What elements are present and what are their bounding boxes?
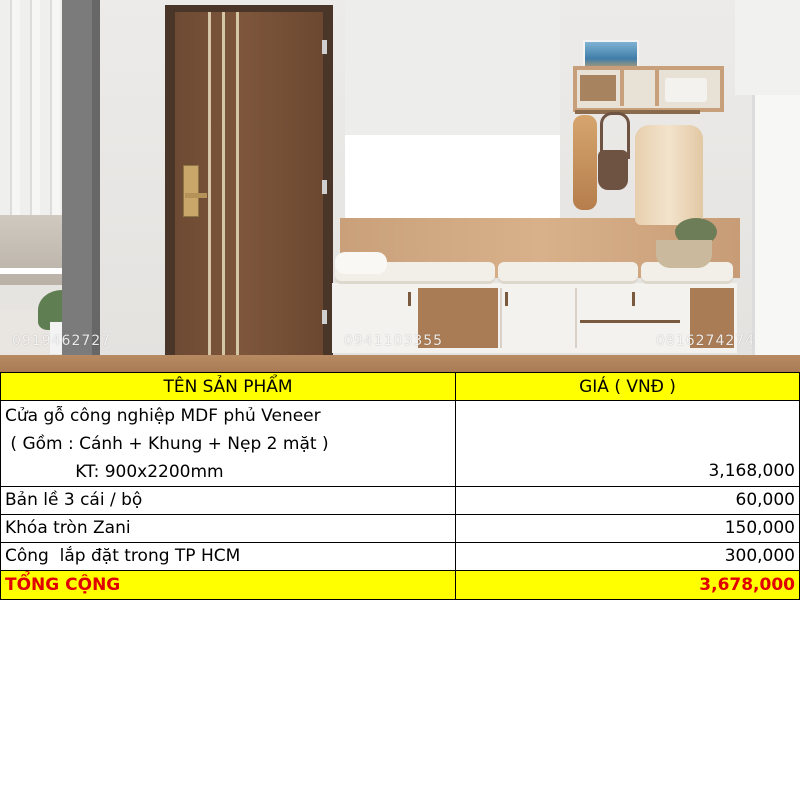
scarf bbox=[573, 115, 597, 210]
item-price: 60,000 bbox=[735, 490, 795, 510]
wall bbox=[735, 0, 800, 95]
item-name-line: KT: 900x2200mm bbox=[5, 462, 224, 482]
item-name-line: Cửa gỗ công nghiệp MDF phủ Veneer bbox=[5, 406, 321, 426]
total-row bbox=[0, 571, 800, 600]
item-name: Khóa tròn Zani bbox=[1, 515, 456, 542]
smart-lock bbox=[183, 165, 199, 217]
door-hinge bbox=[322, 310, 327, 324]
item-name: Công lắp đặt trong TP HCM bbox=[1, 543, 456, 570]
pillar-shade bbox=[92, 0, 100, 360]
door-handle bbox=[185, 193, 207, 198]
total-price: 3,678,000 bbox=[699, 575, 795, 595]
cardigan bbox=[635, 125, 703, 225]
pillow bbox=[335, 252, 387, 274]
door-hinge bbox=[322, 180, 327, 194]
header-product: TÊN SẢN PHẨM bbox=[1, 373, 456, 400]
table-row bbox=[0, 401, 800, 487]
item-price bbox=[456, 401, 799, 486]
phone-watermark: 0941103355 bbox=[344, 333, 444, 349]
header-price: GIÁ ( VNĐ ) bbox=[579, 377, 676, 397]
phone-watermark: 0919462727 bbox=[12, 333, 112, 349]
door-groove bbox=[222, 12, 225, 357]
cabinet-pull bbox=[505, 292, 508, 306]
folded-towels bbox=[665, 78, 707, 102]
item-name: Bản lề 3 cái / bộ bbox=[1, 487, 456, 514]
item-price: 300,000 bbox=[724, 546, 795, 566]
total-label: TỔNG CỘNG bbox=[1, 571, 456, 599]
product-photo bbox=[0, 0, 800, 372]
item-price: 150,000 bbox=[724, 518, 795, 538]
cabinet-pull bbox=[580, 320, 680, 323]
wicker-basket bbox=[656, 240, 712, 268]
door-hinge bbox=[322, 40, 327, 54]
cabinet-pull bbox=[632, 292, 635, 306]
seat-cushion bbox=[498, 262, 638, 284]
shelf-divider bbox=[655, 70, 659, 106]
roller-blind bbox=[345, 0, 560, 135]
price-table bbox=[0, 372, 800, 600]
item-name-line: ( Gồm : Cánh + Khung + Nẹp 2 mặt ) bbox=[5, 434, 329, 454]
cabinet-divider bbox=[575, 288, 577, 348]
window bbox=[345, 135, 560, 220]
door-groove bbox=[208, 12, 211, 357]
table-row bbox=[0, 543, 800, 571]
door-groove bbox=[236, 12, 239, 357]
item-price-value: 3,168,000 bbox=[708, 461, 795, 481]
item-name bbox=[1, 401, 456, 486]
cabinet-pull bbox=[408, 292, 411, 306]
table-row bbox=[0, 487, 800, 515]
coat-hooks bbox=[575, 110, 700, 114]
shelf-divider bbox=[620, 70, 624, 106]
table-header bbox=[0, 372, 800, 401]
handbag bbox=[598, 150, 628, 190]
basket bbox=[580, 75, 616, 101]
table-row bbox=[0, 515, 800, 543]
white-door bbox=[752, 95, 800, 360]
floor bbox=[0, 355, 800, 372]
cabinet-divider bbox=[500, 288, 502, 348]
phone-watermark: 0816274274 bbox=[656, 333, 756, 349]
